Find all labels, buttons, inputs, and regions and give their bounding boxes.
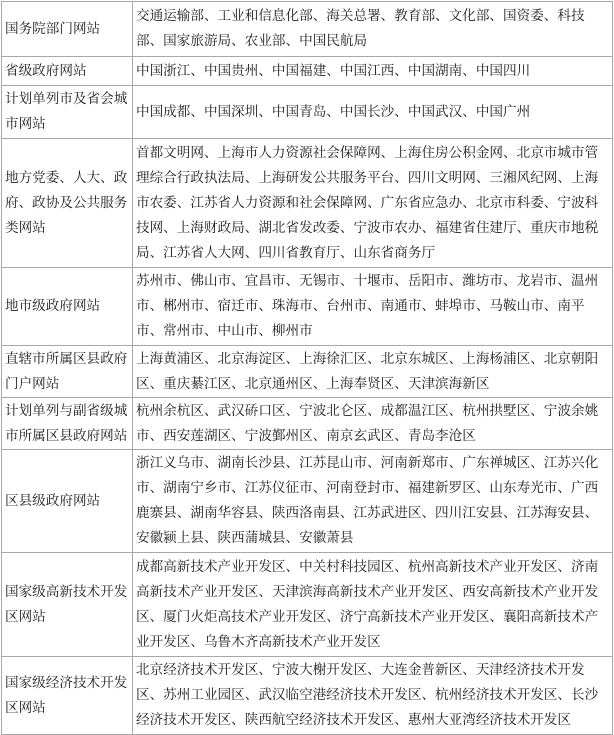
sites-cell: 首都文明网、上海市人力资源社会保障网、上海住房公积金网、北京市城市管理综合行政执法局、上海研发公共服务平台、四川文明网、三湘风纪网、上海市农委、江苏省人力资源和社会保障网、广东省应急办、北京市科委、宁波科技网、上海财政局、湖北省发改委、宁波市农办、福建省住建厅、重庆市地税局、江苏省人大网、四川省教育厅、山东省商务厅 — [133, 139, 613, 268]
sites-cell: 交通运输部、工业和信息化部、海关总署、教育部、文化部、国资委、科技部、国家旅游局、农业部、中国民航局 — [133, 2, 613, 57]
category-cell: 计划单列市及省会城市网站 — [2, 86, 133, 139]
category-cell: 国家级高新技术开发区网站 — [2, 553, 133, 657]
sites-cell: 中国浙江、中国贵州、中国福建、中国江西、中国湖南、中国四川 — [133, 57, 613, 86]
table-row — [2, 553, 613, 657]
category-cell: 省级政府网站 — [2, 57, 133, 86]
government-website-table — [1, 1, 613, 735]
category-cell: 地方党委、人大、政府、政协及公共服务类网站 — [2, 139, 133, 268]
table-row — [2, 2, 613, 57]
table-row — [2, 57, 613, 86]
table-row — [2, 139, 613, 268]
table-row — [2, 86, 613, 139]
category-cell: 直辖市所属区县政府门户网站 — [2, 346, 133, 398]
category-cell: 区县级政府网站 — [2, 450, 133, 553]
category-cell: 国家级经济技术开发区网站 — [2, 657, 133, 735]
table-row — [2, 398, 613, 450]
sites-cell: 中国成都、中国深圳、中国青岛、中国长沙、中国武汉、中国广州 — [133, 86, 613, 139]
table-row — [2, 268, 613, 346]
sites-cell: 浙江义乌市、湖南长沙县、江苏昆山市、河南新郑市、广东禅城区、江苏兴化市、湖南宁乡市、江苏仪征市、河南登封市、福建新罗区、山东寿光市、广西鹿寨县、湖南华容县、陕西洛南县、江苏武进区、四川江安县、江苏海安县、安徽颍上县、陕西蒲城县、安徽萧县 — [133, 450, 613, 553]
category-cell: 国务院部门网站 — [2, 2, 133, 57]
table-row — [2, 346, 613, 398]
category-cell: 地市级政府网站 — [2, 268, 133, 346]
category-cell: 计划单列与副省级城市所属区县政府网站 — [2, 398, 133, 450]
sites-cell: 苏州市、佛山市、宜昌市、无锡市、十堰市、岳阳市、潍坊市、龙岩市、温州市、郴州市、宿迁市、珠海市、台州市、南通市、蚌埠市、马鞍山市、南平市、常州市、中山市、柳州市 — [133, 268, 613, 346]
sites-cell: 杭州余杭区、武汉硚口区、宁波北仑区、成都温江区、杭州拱墅区、宁波余姚市、西安莲湖区、宁波鄞州区、南京玄武区、青岛李沧区 — [133, 398, 613, 450]
sites-cell: 北京经济技术开发区、宁波大榭开发区、大连金普新区、天津经济技术开发区、苏州工业园区、武汉临空港经济技术开发区、杭州经济技术开发区、长沙经济技术开发区、陕西航空经济技术开发区、惠州大亚湾经济技术开发区 — [133, 657, 613, 735]
table-row — [2, 450, 613, 553]
sites-cell: 上海黄浦区、北京海淀区、上海徐汇区、北京东城区、上海杨浦区、北京朝阳区、重庆綦江区、北京通州区、上海奉贤区、天津滨海新区 — [133, 346, 613, 398]
sites-cell: 成都高新技术产业开发区、中关村科技园区、杭州高新技术产业开发区、济南高新技术产业开发区、天津滨海高新技术产业开发区、西安高新技术产业开发区、厦门火炬高技术产业开发区、济宁高新技术产业开发区、襄阳高新技术产业开发区、乌鲁木齐高新技术产业开发区 — [133, 553, 613, 657]
table-row — [2, 657, 613, 735]
